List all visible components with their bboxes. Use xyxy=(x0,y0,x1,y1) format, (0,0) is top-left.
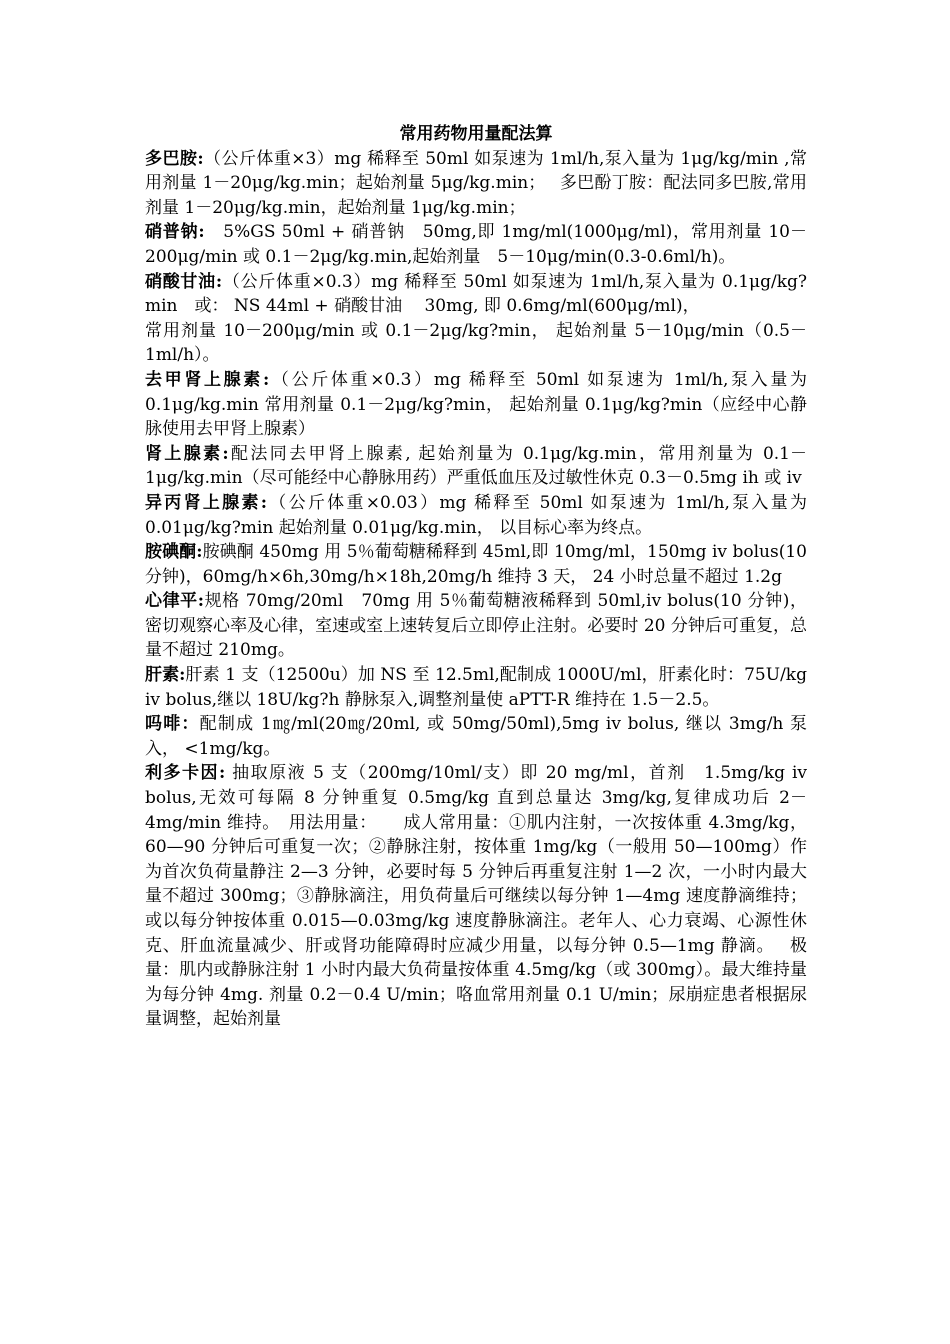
entry-text: 抽取原液 5 支（200mg/10ml/支）即 20 mg/ml，首剂 1.5mg/kg iv bolus,无效可每隔 8 分钟重复 0.5mg/kg 直到总量达 3mg/kg,复律成功后 2－4mg/min 维持。 用法用量： 成人常用量：①肌内注射，一次按体重 4.3mg/kg，60—90 分钟后可重复一次；②静脉注射，按体重 1mg/kg（一般用 50—100mg）作为首次负荷量静注 2—3 分钟，必要时每 5 分钟后再重复注射 1—2 次，一小时内最大量不超过 300mg；③静脉滴注，用负荷量后可继续以每分钟 1—4mg 速度静滴维持；或以每分钟按体重 0.015—0.03mg/kg 速度静脉滴注。老年人、心力衰竭、心源性休克、肝血流量减少、肝或肾功能障碍时应减少用量，以每分钟 0.5—1mg 静滴。 极量：肌内或静脉注射 1 小时内最大负荷量按体重 4.5mg/kg（或 300mg）。最大维持量为每分钟 4mg. 剂量 0.2－0.4 U/min；咯血常用剂量 0.1 U/min；尿崩症患者根据尿量调整，起始剂量 xyxy=(145,763,807,1030)
document-title: 常用药物用量配法算 xyxy=(399,124,553,144)
entry-term: 肾上腺素: xyxy=(145,443,229,464)
entry-term: 硝普钠: xyxy=(145,222,205,243)
entry-morphine xyxy=(145,712,807,761)
entry-lidocaine xyxy=(145,761,807,1032)
entry-text: 胺碘酮 450mg 用 5％葡萄糖稀释到 45ml,即 10mg/ml，150mg iv bolus(10 分钟)，60mg/h×6h,30mg/h×18h,20mg/h 维持 3 天， 24 小时总量不超过 1.2g xyxy=(145,542,807,587)
entry-heparin xyxy=(145,663,807,712)
entry-propafenone xyxy=(145,589,807,663)
entry-dopamine xyxy=(145,147,807,221)
entry-term: 去甲肾上腺素: xyxy=(145,369,270,390)
entry-text: 配法同去甲肾上腺素, 起始剂量为 0.1μg/kg.min，常用剂量为 0.1－1μg/kg.min（尽可能经中心静脉用药）严重低血压及过敏性休克 0.3－0.5mg ih 或 iv xyxy=(145,443,808,489)
entry-text: 配制成 1㎎/ml(20㎎/20ml, 或 50mg/50ml),5mg iv bolus, 继以 3mg/h 泵入， <1mg/kg。 xyxy=(145,714,808,759)
entry-term: 硝酸甘油: xyxy=(145,271,223,292)
entry-term: 异丙肾上腺素: xyxy=(145,492,268,513)
entry-term: 利多卡因: xyxy=(145,763,226,784)
entry-term: 多巴胺: xyxy=(145,148,204,169)
entry-term: 胺碘酮: xyxy=(145,542,203,563)
entry-text: 规格 70mg/20ml 70mg 用 5％葡萄糖液稀释到 50ml,iv bolus(10 分钟)，密切观察心率及心律，室速或室上速转复后立即停止注射。必要时 20 分钟后可重复，总量不超过 210mg。 xyxy=(145,591,808,661)
entry-epinephrine xyxy=(145,442,807,491)
entry-nitroglycerin-dose xyxy=(145,319,807,368)
entry-text: 5%GS 50ml + 硝普钠 50mg,即 1mg/ml(1000μg/ml)，常用剂量 10－200μg/min 或 0.1－2μg/kg.min,起始剂量 5－10μg/min(0.3-0.6ml/h)。 xyxy=(145,222,807,267)
document-page xyxy=(145,122,807,1032)
entry-isoproterenol xyxy=(145,491,807,540)
entry-text: （公斤体重×0.3）mg 稀释至 50ml 如泵速为 1ml/h,泵入量为 0.1μg/kg.min 常用剂量 0.1－2μg/kg?min， 起始剂量 0.1μg/kg?min（应经中心静脉使用去甲肾上腺素） xyxy=(145,369,807,440)
entry-amiodarone xyxy=(145,540,807,589)
entry-text: （公斤体重×3）mg 稀释至 50ml 如泵速为 1ml/h,泵入量为 1μg/kg/min ,常用剂量 1－20μg/kg.min；起始剂量 5μg/kg.min； 多巴酚丁胺：配法同多巴胺,常用剂量 1－20μg/kg.min，起始剂量 1μg/kg.min； xyxy=(145,148,807,218)
entry-term: 吗啡： xyxy=(145,714,200,735)
entry-term: 心律平: xyxy=(145,591,205,612)
entry-text: 肝素 1 支（12500u）加 NS 至 12.5ml,配制成 1000U/ml，肝素化时：75U/kg iv bolus,继以 18U/kg?h 静脉泵入,调整剂量使 aPTT-R 维持在 1.5－2.5。 xyxy=(145,665,807,710)
entry-text: （公斤体重×0.03）mg 稀释至 50ml 如泵速为 1ml/h,泵入量为 0.01μg/kg?min 起始剂量 0.01μg/kg.min， 以目标心率为终点。 xyxy=(145,492,808,538)
entry-nitroglycerin xyxy=(145,270,807,319)
entry-nitroprusside xyxy=(145,220,807,269)
entry-term: 肝素: xyxy=(145,665,186,686)
entry-norepinephrine xyxy=(145,368,807,442)
entry-text: （公斤体重×0.3）mg 稀释至 50ml 如泵速为 1ml/h,泵入量为 0.1μg/kg?min 或： NS 44ml + 硝酸甘油 30mg, 即 0.6mg/ml(600μg/ml)， xyxy=(145,271,808,317)
entry-text: 常用剂量 10－200μg/min 或 0.1－2μg/kg?min， 起始剂量 5－10μg/min（0.5－1ml/h）。 xyxy=(145,320,807,366)
